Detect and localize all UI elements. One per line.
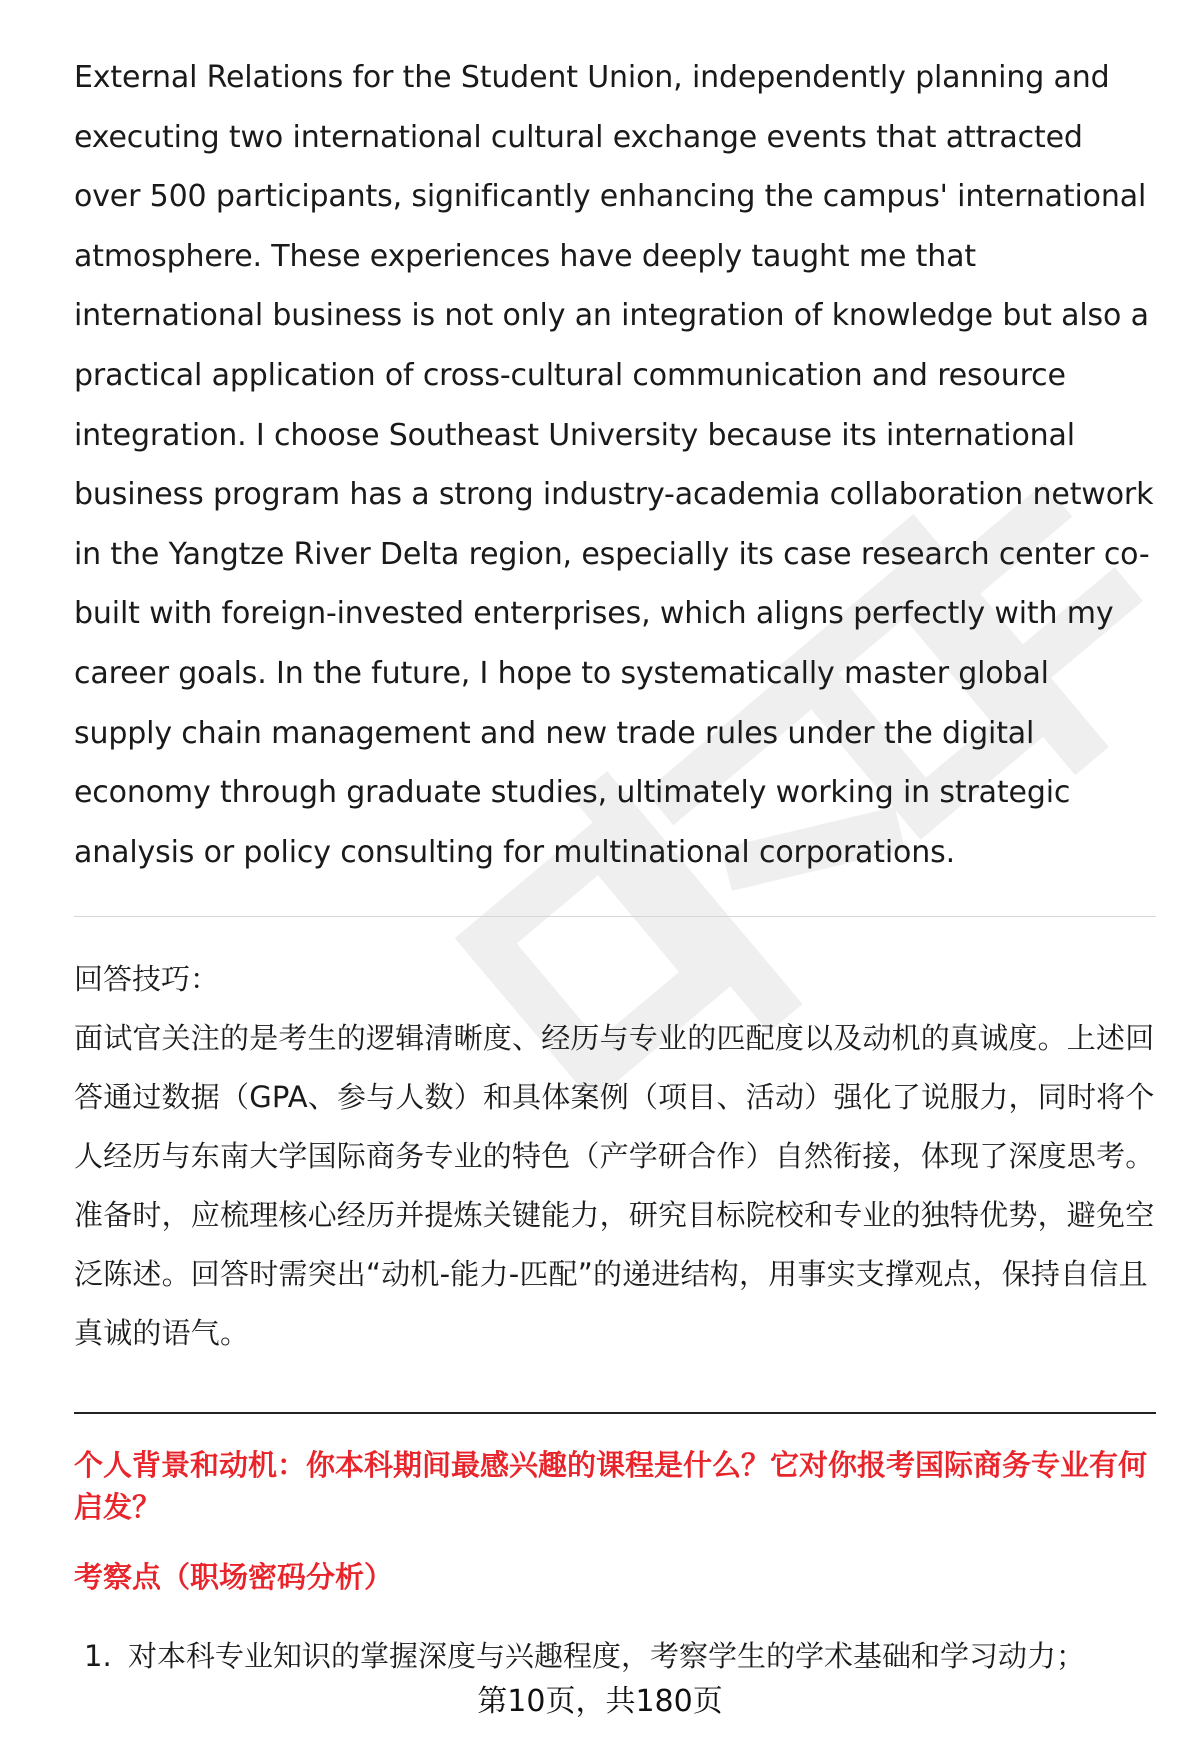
assessment-points-list: [84, 1634, 1154, 1678]
list-item-number: 1.: [84, 1639, 112, 1673]
section-divider-light: [74, 916, 1156, 917]
interview-question-heading: 个人背景和动机：你本科期间最感兴趣的课程是什么？它对你报考国际商务专业有何启发？: [74, 1448, 1148, 1524]
page-number-footer: 第10页，共180页: [477, 1684, 723, 1719]
answer-continuation-block: [74, 48, 1154, 882]
answer-continuation-text: External Relations for the Student Union, independently planning and executing two international cultural exchange events that attracted over 500 participants, significantly enhancing the campus' international atmosphere. These experiences have deeply taught me that international business is not only an integration of knowledge but also a practical application of cross-cultural communication and resource integration. I choose Southeast University because its international business program has a strong industry-academia collaboration network in the Yangtze River Delta region, especially its case research center co-built with foreign-invested enterprises, which aligns perfectly with my career goals. In the future, I hope to systematically master global supply chain management and new trade rules under the digital economy through graduate studies, ultimately working in strategic analysis or policy consulting for multinational corporations.: [74, 60, 1154, 870]
section-divider-dark: [74, 1412, 1156, 1414]
answer-tips-body: 面试官关注的是考生的逻辑清晰度、经历与专业的匹配度以及动机的真诚度。上述回答通过数据（GPA、参与人数）和具体案例（项目、活动）强化了说服力，同时将个人经历与东南大学国际商务专业的特色（产学研合作）自然衔接，体现了深度思考。准备时，应梳理核心经历并提炼关键能力，研究目标院校和专业的独特优势，避免空泛陈述。回答时需突出“动机-能力-匹配”的递进结构，用事实支撑观点，保持自信且真诚的语气。: [74, 1021, 1155, 1350]
assessment-points-heading: 考察点（职场密码分析）: [74, 1560, 394, 1594]
answer-tips-block: [74, 950, 1156, 1363]
list-item: [84, 1634, 1154, 1678]
list-item-text: 对本科专业知识的掌握深度与兴趣程度，考察学生的学术基础和学习动力；: [128, 1639, 1086, 1673]
answer-tips-label: 回答技巧：: [74, 962, 220, 996]
